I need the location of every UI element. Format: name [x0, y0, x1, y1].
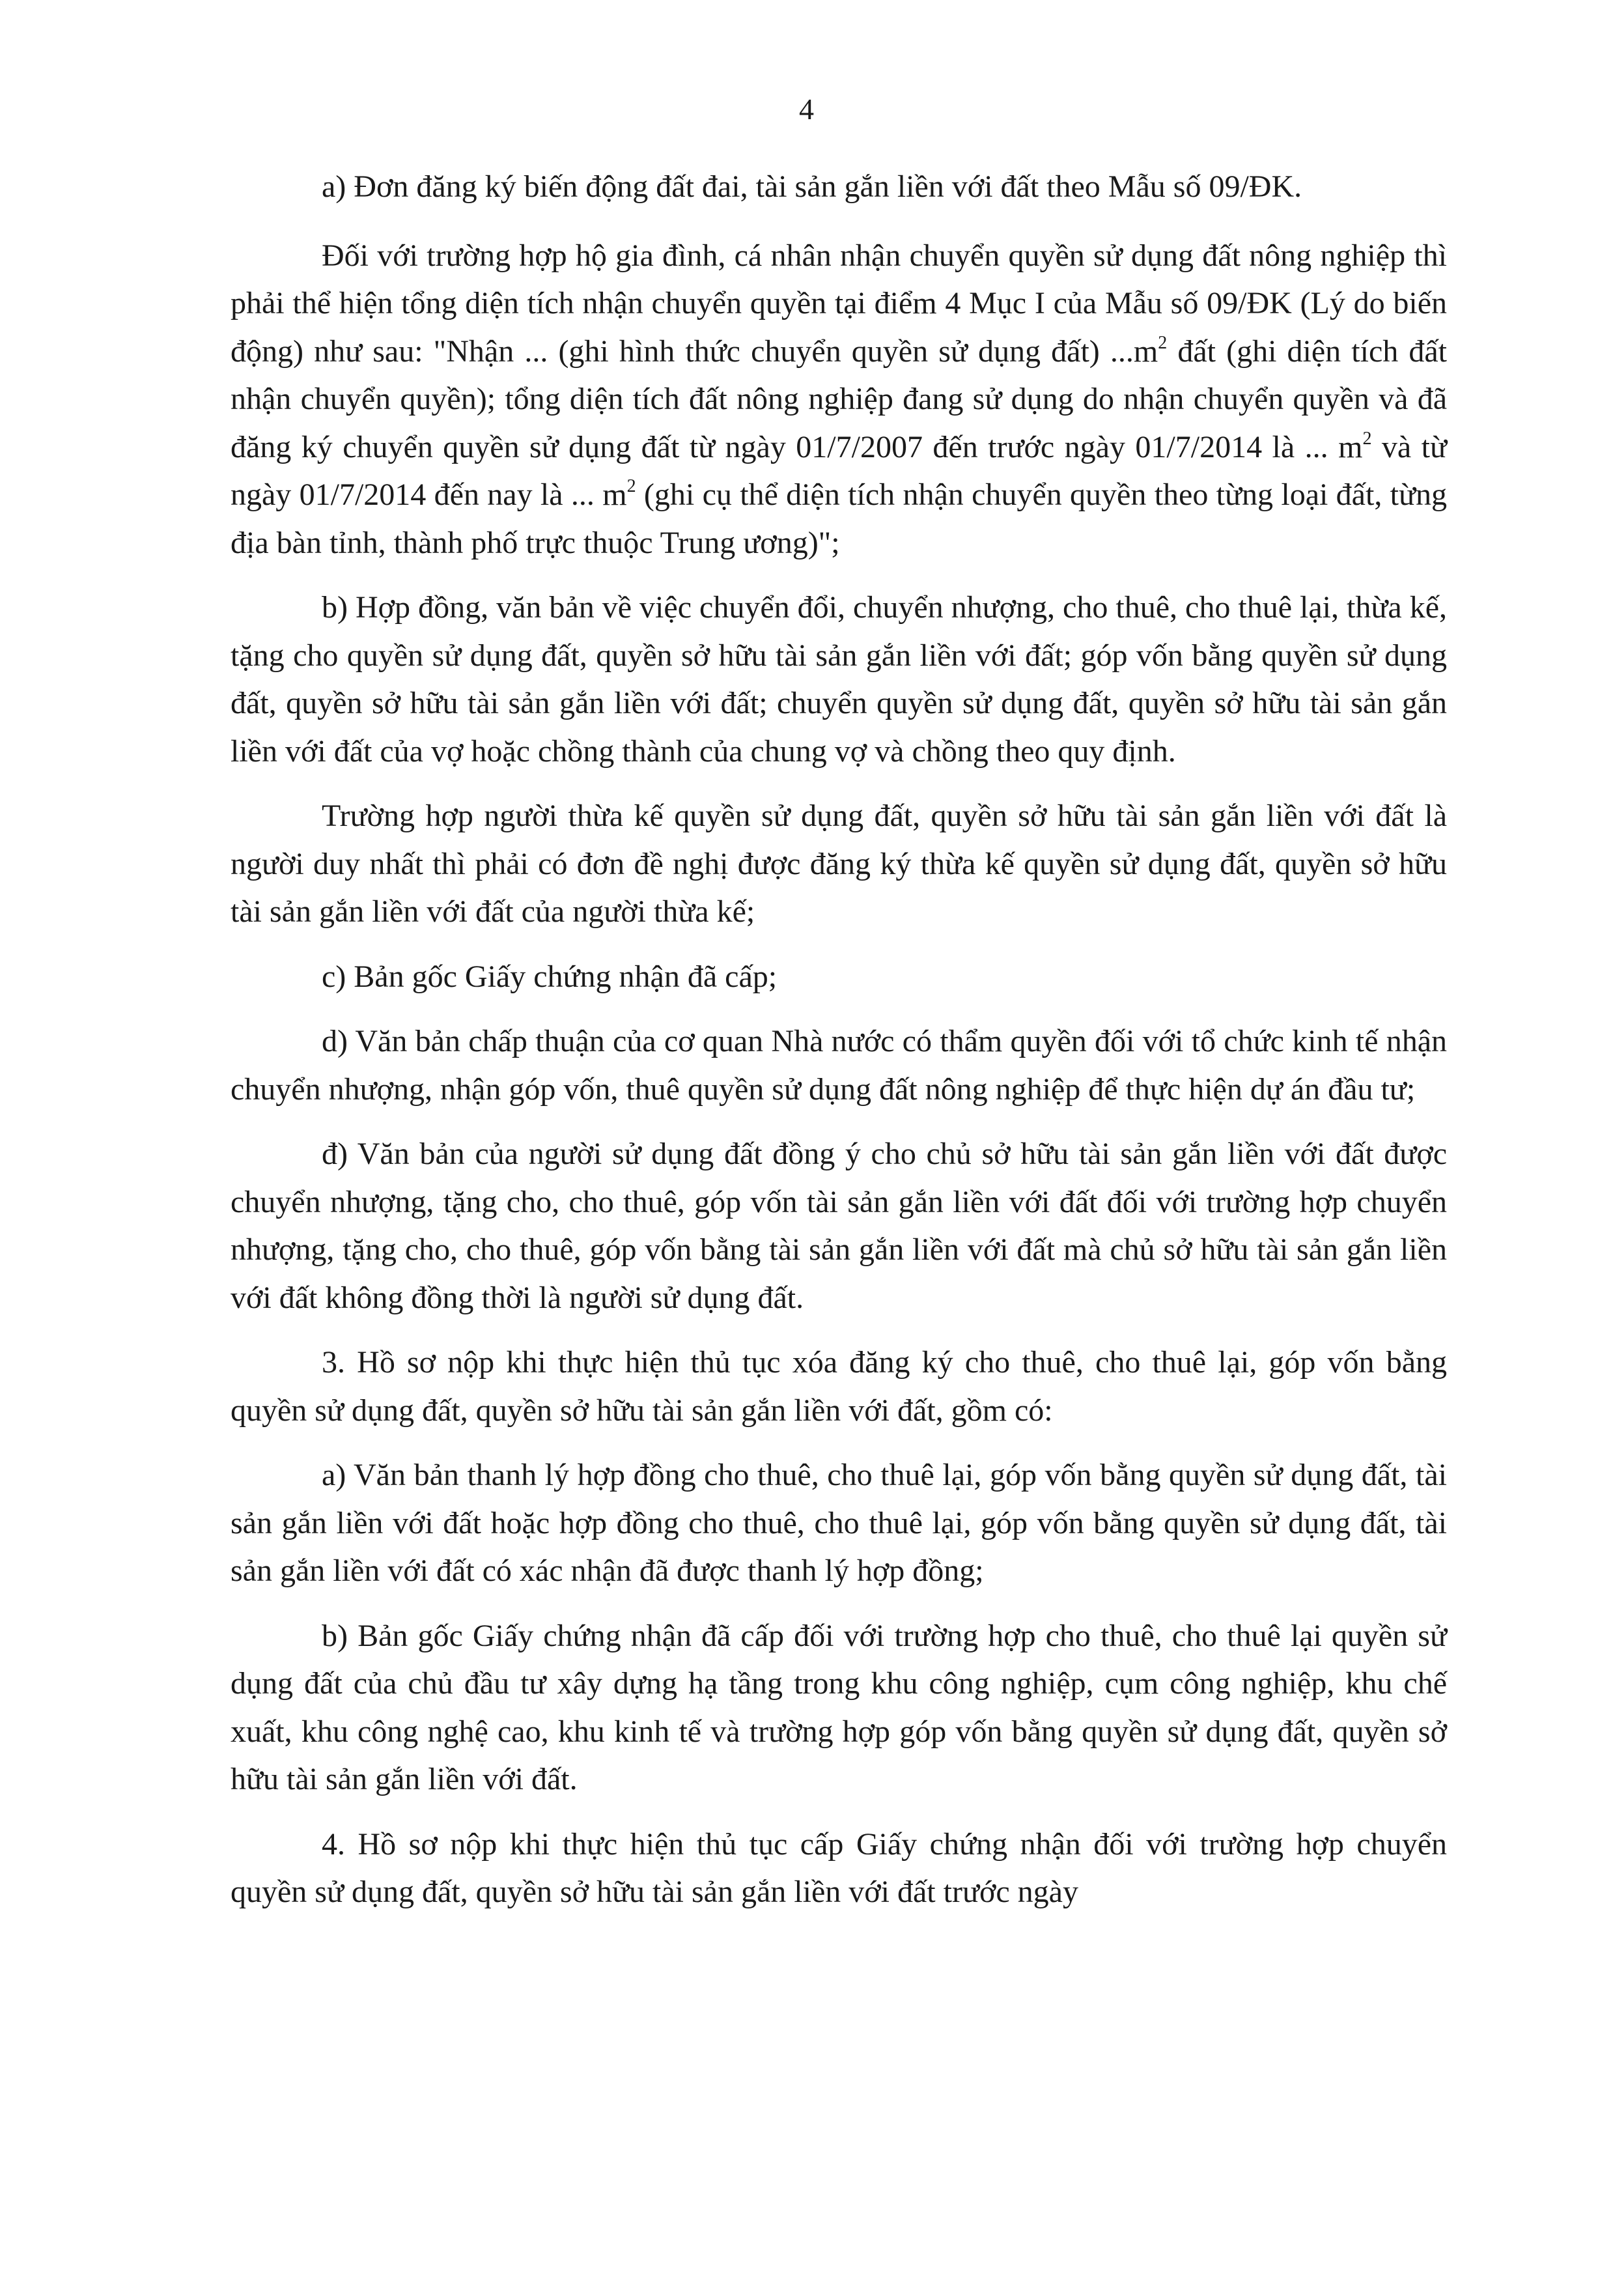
page-number: 4	[799, 92, 814, 126]
paragraph-2a-registration-form: a) Đơn đăng ký biến động đất đai, tài sản gắn liền với đất theo Mẫu số 09/ĐK.	[322, 169, 1302, 204]
superscript: 2	[626, 476, 636, 496]
paragraph-4-certificate-issuance: 4. Hồ sơ nộp khi thực hiện thủ tục cấp Giấy chứng nhận đối với trường hợp chuyển quyền sử dụng đất, quyền sở hữu tài sản gắn liền với đất trước ngày	[231, 1826, 1447, 1909]
paragraph-sole-heir: Trường hợp người thừa kế quyền sử dụng đất, quyền sở hữu tài sản gắn liền với đất là người duy nhất thì phải có đơn đề nghị được đăng ký thừa kế quyền sử dụng đất, quyền sở hữu tài sản gắn liền với đất của người thừa kế;	[231, 799, 1447, 929]
paragraph-2b-contracts: b) Hợp đồng, văn bản về việc chuyển đổi, chuyển nhượng, cho thuê, cho thuê lại, thừa kế, tặng cho quyền sử dụng đất, quyền sở hữu tài sản gắn liền với đất; góp vốn bằng quyền sử dụng đất, quyền sở hữu tài sản gắn liền với đất; chuyển quyền sử dụng đất, quyền sở hữu tài sản gắn liền với đất của vợ hoặc chồng thành của chung vợ và chồng theo quy định.	[231, 590, 1447, 769]
paragraph-3-deregistration: 3. Hồ sơ nộp khi thực hiện thủ tục xóa đăng ký cho thuê, cho thuê lại, góp vốn bằng quyền sử dụng đất, quyền sở hữu tài sản gắn liền với đất, gồm có:	[231, 1345, 1447, 1428]
paragraph-household-area-note	[231, 232, 1447, 567]
paragraph-2c-original-certificate: c) Bản gốc Giấy chứng nhận đã cấp;	[322, 959, 778, 994]
paragraph-2d-approval: d) Văn bản chấp thuận của cơ quan Nhà nước có thẩm quyền đối với tổ chức kinh tế nhận chuyển nhượng, nhận góp vốn, thuê quyền sử dụng đất nông nghiệp để thực hiện dự án đầu tư;	[231, 1024, 1447, 1107]
superscript: 2	[1362, 428, 1372, 449]
superscript: 2	[1158, 332, 1168, 353]
paragraph-text: đất (ghi diện tích đất nhận chuyển quyền); tổng diện tích đất nông nghiệp đang sử dụng do nhận chuyển quyền và đã đăng ký chuyển quyền sử dụng đất từ ngày 01/7/2007 đến trước ngày 01/7/2014 là ... m	[231, 333, 1448, 464]
paragraph-text: và từ ngày 01/7/2014 đến nay là ... m	[231, 429, 1448, 512]
paragraph-text: Đối với trường hợp hộ gia đình, cá nhân nhận chuyển quyền sử dụng đất nông nghiệp thì phải thể hiện tổng diện tích nhận chuyển quyền tại điểm 4 Mục I của Mẫu số 09/ĐK (Lý do biến động) như sau: "Nhận ... (ghi hình thức chuyển quyền sử dụng đất) ...m	[231, 238, 1447, 369]
paragraph-3b-original-certificate: b) Bản gốc Giấy chứng nhận đã cấp đối với trường hợp cho thuê, cho thuê lại quyền sử dụng đất của chủ đầu tư xây dựng hạ tầng trong khu công nghiệp, cụm công nghiệp, khu chế xuất, khu công nghệ cao, khu kinh tế và trường hợp góp vốn bằng quyền sử dụng đất, quyền sở hữu tài sản gắn liền với đất.	[231, 1618, 1447, 1796]
paragraph-2dd-consent: đ) Văn bản của người sử dụng đất đồng ý cho chủ sở hữu tài sản gắn liền với đất được chuyển nhượng, tặng cho, cho thuê, góp vốn tài sản gắn liền với đất đối với trường hợp chuyển nhượng, tặng cho, cho thuê, góp vốn bằng tài sản gắn liền với đất mà chủ sở hữu tài sản gắn liền với đất không đồng thời là người sử dụng đất.	[231, 1137, 1447, 1315]
paragraph-text: (ghi cụ thể diện tích nhận chuyển quyền theo từng loại đất, từng địa bàn tỉnh, thành phố trực thuộc Trung ương)";	[231, 477, 1448, 560]
paragraph-3a-liquidation: a) Văn bản thanh lý hợp đồng cho thuê, cho thuê lại, góp vốn bằng quyền sử dụng đất, tài sản gắn liền với đất hoặc hợp đồng cho thuê, cho thuê lại, góp vốn bằng quyền sử dụng đất, tài sản gắn liền với đất có xác nhận đã được thanh lý hợp đồng;	[231, 1458, 1447, 1588]
document-body	[231, 163, 1447, 1933]
